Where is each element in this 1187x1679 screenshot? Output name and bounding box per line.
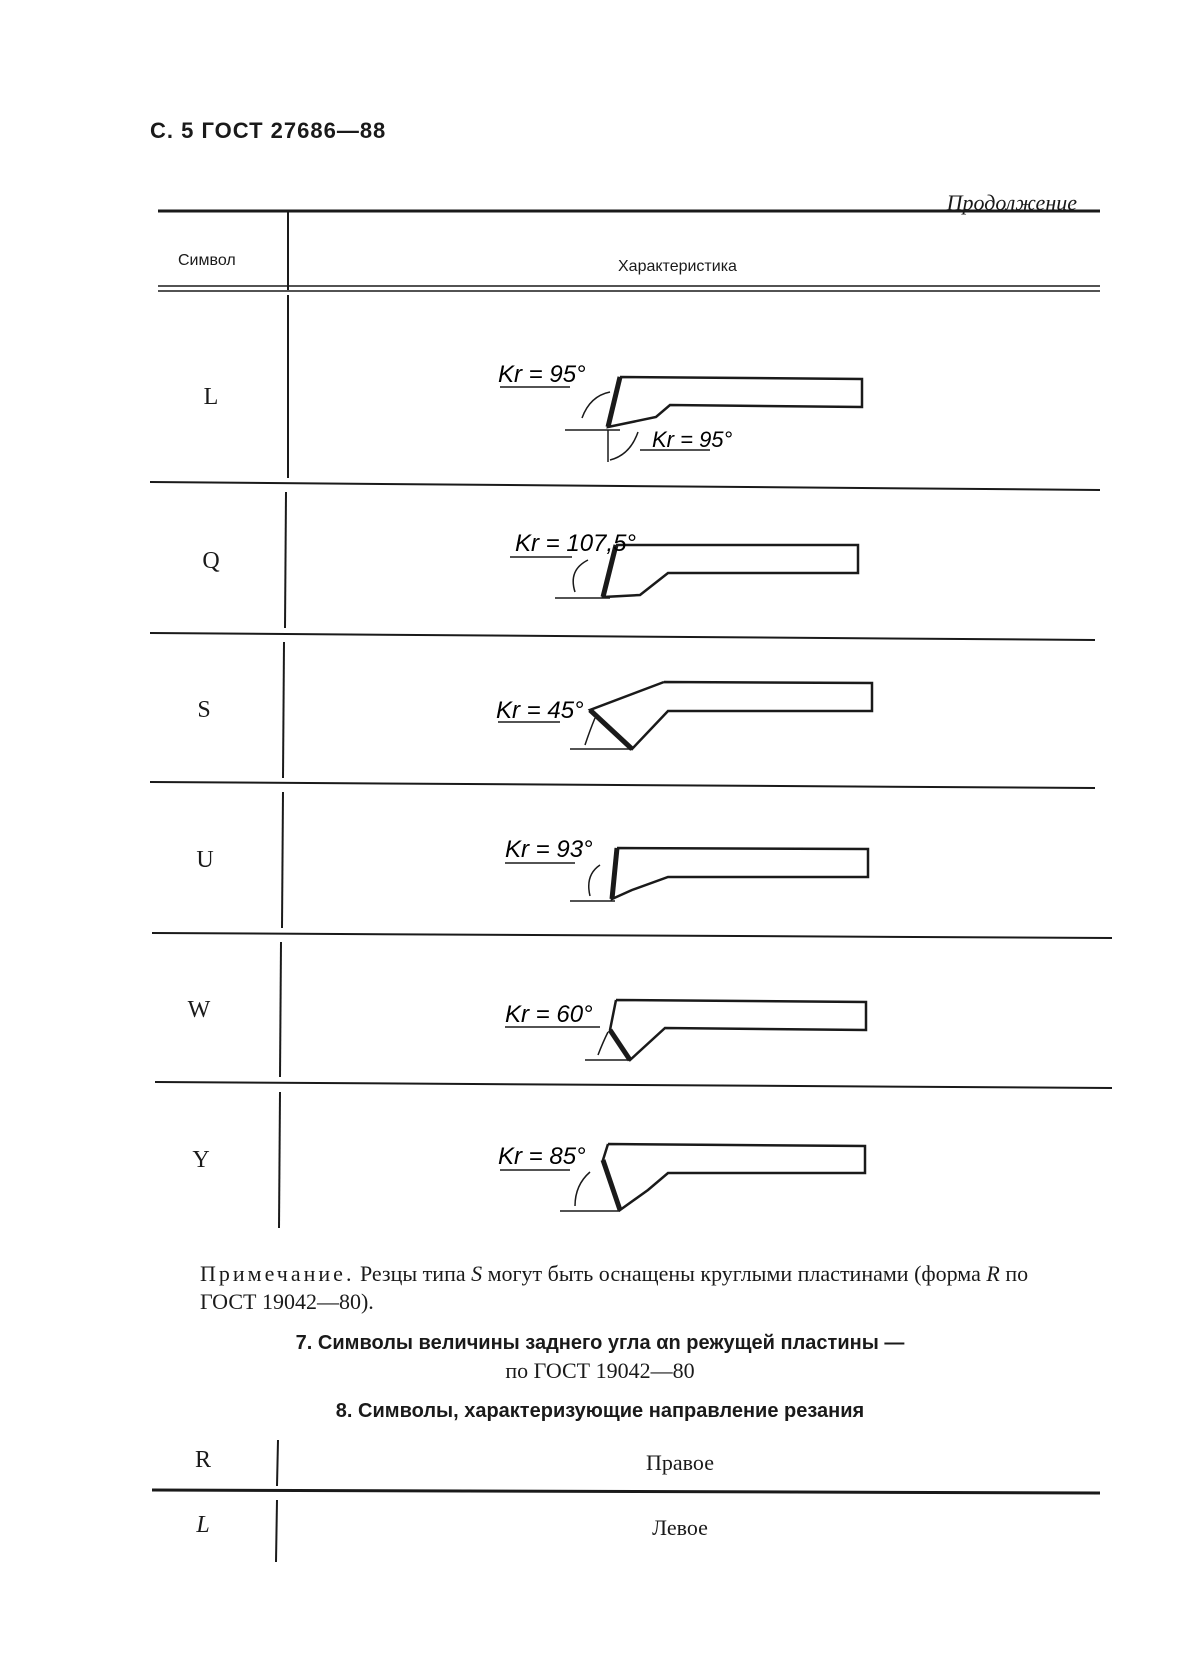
direction-symbol-R: R	[194, 1447, 211, 1473]
angle-label-W: Kr = 60°	[505, 1001, 593, 1028]
page-header: С. 5 ГОСТ 27686—88	[150, 118, 387, 143]
angle-label-U: Kr = 93°	[505, 836, 593, 863]
note-prefix: Примечание.	[200, 1261, 355, 1286]
section-8-title: 8. Символы, характеризующие направление резания	[335, 1400, 865, 1422]
row-symbol-S: S	[197, 697, 211, 723]
row-symbol-W: W	[187, 997, 211, 1023]
angle-label-L: Kr = 95°	[498, 361, 586, 388]
note-text-1: Резцы типа	[354, 1261, 472, 1286]
angle-label-L-2: Kr = 95°	[652, 427, 733, 452]
section-7-subtitle: по ГОСТ 19042—80	[505, 1358, 695, 1383]
angle-label-Q: Kr = 107,5°	[515, 530, 637, 557]
row-symbol-L: L	[203, 384, 219, 410]
column-header-symbol: Символ	[178, 252, 236, 269]
row-symbol-Y: Y	[192, 1147, 210, 1173]
note-form: R	[986, 1261, 1000, 1286]
note-text-2: могут быть оснащены круглыми пластинами (форма	[482, 1261, 987, 1286]
section-7-title: 7. Символы величины заднего угла αn режущей пластины —	[295, 1332, 905, 1354]
column-header-characteristic: Характеристика	[618, 258, 737, 275]
direction-symbol-L: L	[196, 1512, 210, 1538]
note-symbol: S	[471, 1261, 483, 1286]
row-symbol-U: U	[196, 847, 214, 873]
angle-label-Y: Kr = 85°	[498, 1143, 586, 1170]
note-text-3: по ГОСТ 19042—80).	[200, 1261, 1029, 1314]
note-paragraph	[200, 1260, 1080, 1316]
continuation-label: Продолжение	[946, 190, 1077, 215]
direction-text-right: Правое	[646, 1450, 714, 1475]
row-symbol-Q: Q	[202, 548, 220, 574]
direction-text-left: Левое	[652, 1515, 708, 1540]
angle-label-S: Kr = 45°	[496, 697, 584, 724]
